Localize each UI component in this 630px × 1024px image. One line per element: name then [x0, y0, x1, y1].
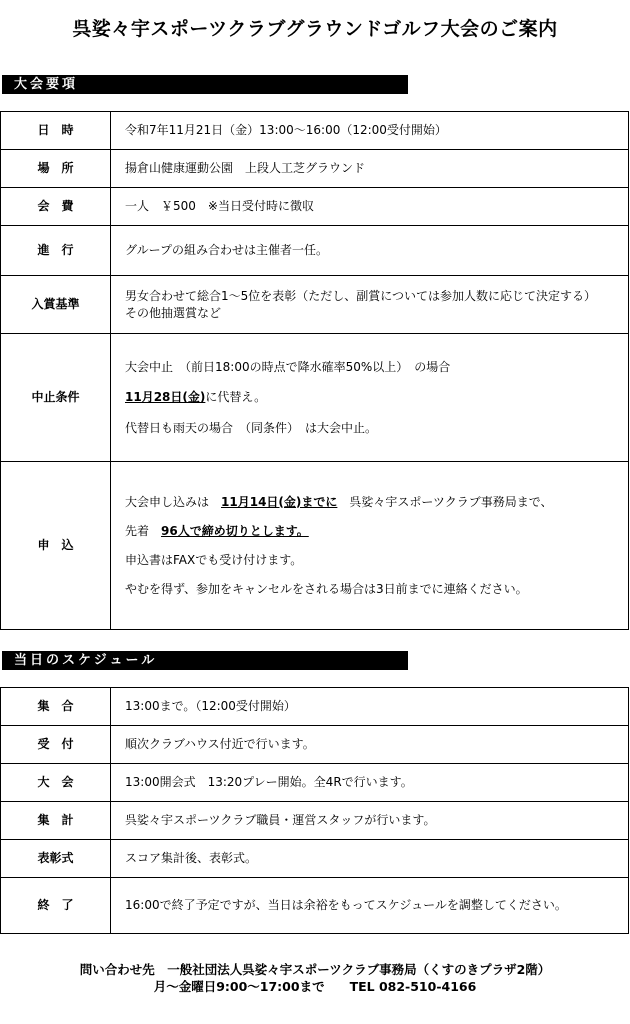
cancel-line-1: 大会中止 （前日18:00の時点で降水確率50%以上） の場合 [125, 360, 451, 375]
row-place [1, 150, 629, 188]
value-cancel [111, 334, 629, 462]
apply-line-2 [125, 523, 624, 539]
cancel-alt-date: 11月28日(金) [125, 390, 206, 405]
apply-line-1 [125, 494, 624, 510]
row-ceremony [1, 840, 629, 878]
contact-line-2: 月〜金曜日9:00〜17:00まで TEL 082-510-4166 [153, 979, 477, 994]
section-heading-overview: 大会要項 [2, 75, 408, 94]
row-end [1, 878, 629, 934]
label-place: 場 所 [1, 150, 111, 188]
apply-line-4: やむを得ず、参加をキャンセルをされる場合は3日前までに連絡ください。 [125, 582, 528, 597]
value-progress: グループの組み合わせは主催者一任。 [111, 226, 629, 276]
value-fee: 一人 ￥500 ※当日受付時に徴収 [111, 188, 629, 226]
apply-line-2a: 先着 [125, 523, 162, 538]
label-fee: 会 費 [1, 188, 111, 226]
row-reception [1, 726, 629, 764]
contact-line-1: 問い合わせ先 一般社団法人呉娑々宇スポーツクラブ事務局（くすのきプラザ2階） [79, 962, 551, 977]
label-ceremony: 表彰式 [1, 840, 111, 878]
cancel-alt-rest: に代替え。 [205, 390, 267, 405]
value-apply [111, 462, 629, 630]
row-apply [1, 462, 629, 630]
value-end: 16:00で終了予定ですが、当日は余裕をもってスケジュールを調整してください。 [111, 878, 629, 934]
value-date: 令和7年11月21日（金）13:00〜16:00（12:00受付開始） [111, 112, 629, 150]
schedule-table [0, 687, 629, 934]
apply-line-1b: 呉娑々宇スポーツクラブ事務局まで、 [337, 494, 553, 509]
section-heading-schedule: 当日のスケジュール [2, 651, 408, 670]
label-reception: 受 付 [1, 726, 111, 764]
row-progress [1, 226, 629, 276]
label-end: 終 了 [1, 878, 111, 934]
row-tournament [1, 764, 629, 802]
award-line-1: 男女合わせて総合1〜5位を表彰（ただし、副賞については参加人数に応じて決定する） [125, 289, 597, 304]
page-title: 呉娑々宇スポーツクラブグラウンドゴルフ大会のご案内 [72, 18, 558, 40]
row-date [1, 112, 629, 150]
label-tally: 集 計 [1, 802, 111, 840]
award-line-2: その他抽選賞など [125, 305, 222, 320]
label-award: 入賞基準 [1, 276, 111, 334]
overview-table [0, 111, 629, 630]
label-gather: 集 合 [1, 688, 111, 726]
apply-line-1a: 大会申し込みは [125, 494, 222, 509]
value-tournament: 13:00開会式 13:20プレー開始。全4Rで行います。 [111, 764, 629, 802]
row-gather [1, 688, 629, 726]
contact-info [0, 961, 630, 995]
value-reception: 順次クラブハウス付近で行います。 [111, 726, 629, 764]
label-progress: 進 行 [1, 226, 111, 276]
cancel-line-3: 代替日も雨天の場合 （同条件） は大会中止。 [125, 420, 378, 435]
value-gather: 13:00まで。（12:00受付開始） [111, 688, 629, 726]
label-cancel: 中止条件 [1, 334, 111, 462]
label-tournament: 大 会 [1, 764, 111, 802]
row-fee [1, 188, 629, 226]
value-ceremony: スコア集計後、表彰式。 [111, 840, 629, 878]
label-apply: 申 込 [1, 462, 111, 630]
row-cancel [1, 334, 629, 462]
label-date: 日 時 [1, 112, 111, 150]
value-award [111, 276, 629, 334]
cancel-line-2 [125, 389, 624, 405]
value-tally: 呉娑々宇スポーツクラブ職員・運営スタッフが行います。 [111, 802, 629, 840]
value-place: 揚倉山健康運動公園 上段人工芝グラウンド [111, 150, 629, 188]
apply-deadline: 11月14日(金)までに [221, 494, 338, 509]
row-tally [1, 802, 629, 840]
apply-line-3: 申込書はFAXでも受け付けます。 [125, 553, 303, 567]
row-award [1, 276, 629, 334]
apply-capacity: 96人で締め切りとします。 [161, 523, 309, 538]
